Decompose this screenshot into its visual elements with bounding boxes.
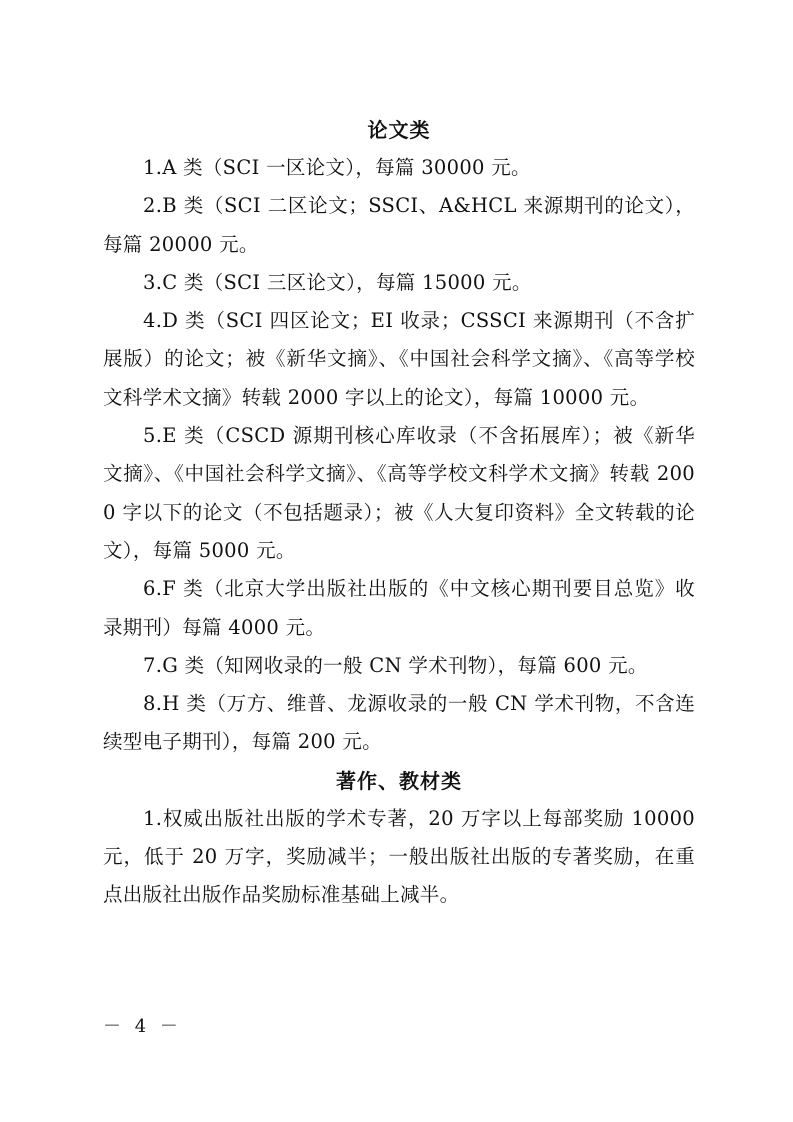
section-title-books: 著作、教材类 <box>336 768 462 793</box>
paper-category-a: 1.A 类（SCI 一区论文），每篇 30000 元。 <box>143 156 531 179</box>
paper-category-h: 8.H 类（万方、维普、龙源收录的一般 CN 学术刊物，不含连续型电子期刊），每篇 200 元。 <box>103 692 695 754</box>
document-body <box>103 111 695 915</box>
paper-category-d: 4.D 类（SCI 四区论文；EI 收录；CSSCI 来源期刊（不含扩展版）的论文；被《新华文摘》、《中国社会科学文摘》、《高等学校文科学术文摘》转载 2000 字以上的论文），每篇 10000 元。 <box>103 309 695 409</box>
paper-category-f: 6.F 类（北京大学出版社出版的《中文核心期刊要目总览》收录期刊）每篇 4000 元。 <box>103 577 695 639</box>
paper-category-b: 2.B 类（SCI 二区论文；SSCI、A&HCL 来源期刊的论文），每篇 20000 元。 <box>103 194 695 256</box>
paper-category-c: 3.C 类（SCI 三区论文），每篇 15000 元。 <box>143 270 532 294</box>
section-title-papers: 论文类 <box>367 118 431 142</box>
paper-category-e: 5.E 类（CSCD 源期刊核心库收录（不含拓展库）；被《新华文摘》、《中国社会科学文摘》、《高等学校文科学术文摘》转载 2000 字以下的论文（不包括题录）；被《人大复印资料》全文转载的论文），每篇 5000 元。 <box>103 424 695 562</box>
paper-category-g: 7.G 类（知网收录的一般 CN 学术刊物），每篇 600 元。 <box>143 653 648 677</box>
page-number: － 4 － <box>103 1016 182 1037</box>
book-category-1: 1.权威出版社出版的学术专著，20 万字以上每部奖励 10000 元，低于 20 万字，奖励减半；一般出版社出版的专著奖励，在重点出版社出版作品奖励标准基础上减半。 <box>103 806 695 907</box>
